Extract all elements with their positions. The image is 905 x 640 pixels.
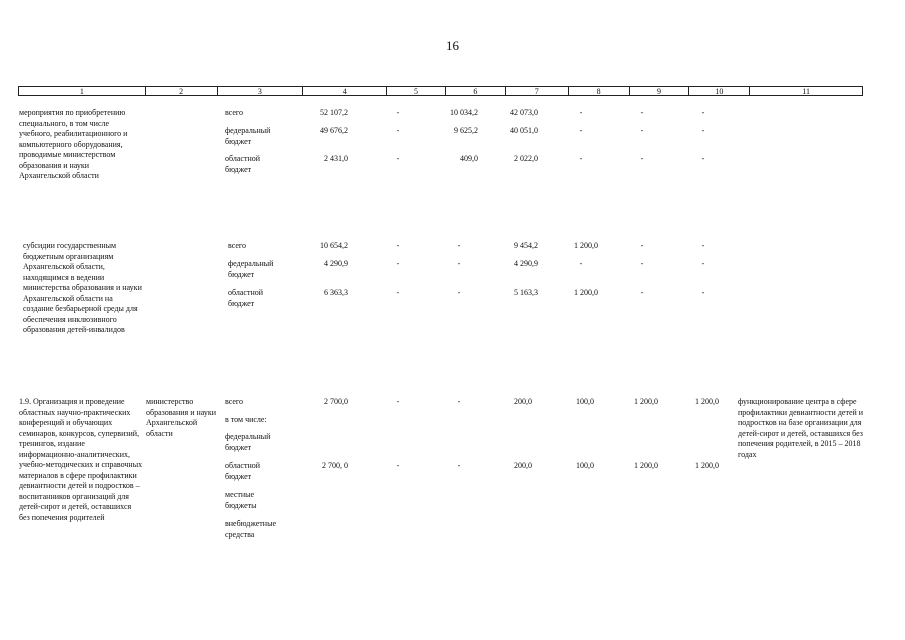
value-col9: - [640, 108, 644, 117]
header-col-5: 5 [387, 87, 446, 95]
value-col6: - [457, 397, 461, 406]
funding-source: областной бюджет [225, 154, 261, 174]
value-col7: 4 290,9 [514, 259, 538, 268]
value-col6: - [457, 461, 461, 470]
header-col-2: 2 [146, 87, 218, 95]
value-col4: 2 700, 0 [322, 461, 348, 470]
value-col5: - [396, 288, 400, 297]
activity-name: 1.9. Организация и проведение областных научно-практических конференций и обучающих семинаров, конкурсов, супервизий, тренингов, издание информационно-аналитических, учебно-методических и справочных материалов в сфере профилактики девиантности детей и подростков – воспитанников организаций для детей-сирот и детей, оставшихся без попечения родителей [19, 397, 143, 522]
value-col10: - [701, 108, 705, 117]
funding-source: федеральный бюджет [228, 259, 274, 279]
funding-source: всего [225, 397, 244, 406]
value-col10: - [701, 241, 705, 250]
value-col8: 1 200,0 [574, 288, 598, 297]
header-col-1: 1 [19, 87, 146, 95]
value-col7: 200,0 [514, 461, 532, 470]
header-col-6: 6 [446, 87, 506, 95]
value-col10: 1 200,0 [695, 461, 719, 470]
funding-source: всего [228, 241, 247, 250]
value-col10: - [701, 288, 705, 297]
value-col5: - [396, 154, 400, 163]
value-col6: - [457, 259, 461, 268]
value-col4: 10 654,2 [320, 241, 348, 250]
value-col5: - [396, 108, 400, 117]
expected-result: функционирование центра в сфере профилактики девиантности детей и подростков на базе организации для детей-сирот и детей, оставшихся без попечения родителей, в 2015 – 2018 годах [738, 397, 864, 459]
value-col7: 9 454,2 [514, 241, 538, 250]
funding-source: всего [225, 108, 244, 117]
value-col4: 4 290,9 [324, 259, 348, 268]
value-col9: - [640, 259, 644, 268]
value-col8: - [579, 108, 583, 117]
value-col8: 100,0 [576, 397, 594, 406]
value-col6: 9 625,2 [454, 126, 478, 135]
value-col8: 1 200,0 [574, 241, 598, 250]
funding-source: в том числе: [225, 415, 267, 424]
header-col-4: 4 [303, 87, 387, 95]
funding-source: областной бюджет [225, 461, 261, 481]
funding-source: внебюджетные средства [225, 519, 276, 539]
value-col9: 1 200,0 [634, 461, 658, 470]
value-col7: 42 073,0 [510, 108, 538, 117]
value-col7: 200,0 [514, 397, 532, 406]
value-col9: - [640, 241, 644, 250]
page-number: 16 [446, 38, 459, 53]
value-col8: - [579, 259, 583, 268]
value-col7: 40 051,0 [510, 126, 538, 135]
table-header-row [18, 86, 863, 96]
value-col10: 1 200,0 [695, 397, 719, 406]
value-col5: - [396, 461, 400, 470]
value-col9: - [640, 126, 644, 135]
responsible-executor: министерство образования и науки Архангельской области [146, 397, 217, 438]
value-col5: - [396, 241, 400, 250]
value-col6: - [457, 288, 461, 297]
value-col8: 100,0 [576, 461, 594, 470]
value-col5: - [396, 126, 400, 135]
value-col8: - [579, 154, 583, 163]
activity-name: мероприятия по приобретению специального, в том числе учебного, реабилитационного и компьютерного оборудования, проводимые министерством образования и науки Архангельской области [19, 108, 128, 180]
header-col-8: 8 [569, 87, 630, 95]
value-col5: - [396, 397, 400, 406]
funding-source: местные бюджеты [225, 490, 257, 510]
value-col6: 409,0 [460, 154, 478, 163]
value-col10: - [701, 126, 705, 135]
funding-source: областной бюджет [228, 288, 264, 308]
header-col-10: 10 [689, 87, 750, 95]
value-col6: 10 034,2 [450, 108, 478, 117]
header-col-7: 7 [506, 87, 569, 95]
value-col9: - [640, 288, 644, 297]
funding-source: федеральный бюджет [225, 126, 271, 146]
value-col6: - [457, 241, 461, 250]
activity-name: субсидии государственным бюджетным организациям Архангельской области, находящимся в ведении министерства образования и науки Архангельской области на создание безбарьерной среды для обеспечения инклюзивного образования детей-инвалидов [23, 241, 142, 334]
value-col10: - [701, 154, 705, 163]
header-col-3: 3 [218, 87, 304, 95]
value-col7: 5 163,3 [514, 288, 538, 297]
value-col9: - [640, 154, 644, 163]
value-col10: - [701, 259, 705, 268]
value-col4: 52 107,2 [320, 108, 348, 117]
value-col4: 6 363,3 [324, 288, 348, 297]
value-col4: 2 700,0 [324, 397, 348, 406]
header-col-9: 9 [630, 87, 690, 95]
value-col9: 1 200,0 [634, 397, 658, 406]
value-col4: 49 676,2 [320, 126, 348, 135]
value-col4: 2 431,0 [324, 154, 348, 163]
header-col-11: 11 [802, 87, 810, 96]
value-col7: 2 022,0 [514, 154, 538, 163]
value-col5: - [396, 259, 400, 268]
value-col8: - [579, 126, 583, 135]
funding-source: федеральный бюджет [225, 432, 271, 452]
